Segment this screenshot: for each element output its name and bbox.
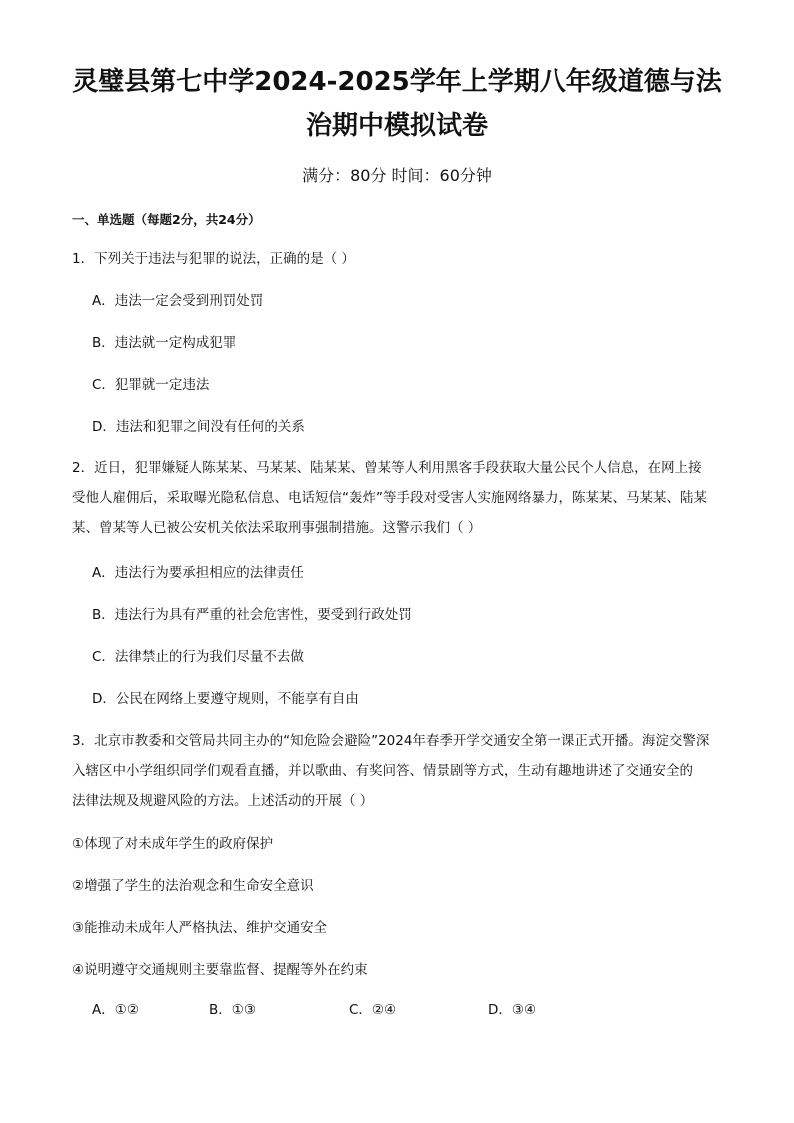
- q1-option-a: A．违法一定会受到刑罚处罚: [92, 293, 264, 309]
- q3-stem-line3: 法律法规及规避风险的方法。上述活动的开展（ ）: [72, 793, 374, 809]
- q2-stem-line3: 某、曾某等人已被公安机关依法采取刑事强制措施。这警示我们（ ）: [72, 520, 482, 536]
- q2-option-a: A．违法行为要承担相应的法律责任: [92, 565, 304, 581]
- q2-option-c: C．法律禁止的行为我们尽量不去做: [92, 649, 304, 665]
- q1-stem: 1．下列关于违法与犯罪的说法，正确的是（ ）: [72, 251, 355, 267]
- q3-option-c: C．②④: [349, 1002, 397, 1018]
- q1-option-c: C．犯罪就一定违法: [92, 377, 210, 393]
- exam-meta: 满分：80分 时间：60分钟: [302, 166, 492, 185]
- q2-stem-line2: 受他人雇佣后，采取曝光隐私信息、电话短信“轰炸”等手段对受害人实施网络暴力，陈某某、马某某、陆某: [72, 490, 707, 506]
- q3-statement-1: ①体现了对未成年学生的政府保护: [72, 836, 274, 852]
- q2-stem-line1: 2．近日，犯罪嫌疑人陈某某、马某某、陆某某、曾某等人利用黑客手段获取大量公民个人信息，在网上接: [72, 460, 702, 476]
- q3-stem-line1: 3．北京市教委和交管局共同主办的“知危险会避险”2024年春季开学交通安全第一课正式开播。海淀交警深: [72, 733, 710, 749]
- q3-stem-line2: 入辖区中小学组织同学们观看直播，并以歌曲、有奖问答、情景剧等方式，生动有趣地讲述了交通安全的: [72, 763, 693, 779]
- q2-option-b: B．违法行为具有严重的社会危害性，要受到行政处罚: [92, 607, 412, 623]
- q2-option-d: D．公民在网络上要遵守规则，不能享有自由: [92, 691, 359, 707]
- q3-options-row: [92, 998, 612, 1018]
- q3-statement-2: ②增强了学生的法治观念和生命安全意识: [72, 878, 314, 894]
- exam-title-line1: 灵璧县第七中学2024-2025学年上学期八年级道德与法: [72, 67, 722, 97]
- q1-option-b: B．违法就一定构成犯罪: [92, 335, 237, 351]
- q3-statement-3: ③能推动未成年人严格执法、维护交通安全: [72, 920, 328, 936]
- q3-option-d: D．③④: [488, 1002, 537, 1018]
- q3-option-b: B．①③: [209, 1002, 256, 1018]
- q3-statement-4: ④说明遵守交通规则主要靠监督、提醒等外在约束: [72, 962, 368, 978]
- q3-option-a: A．①②: [92, 1002, 139, 1018]
- q1-option-d: D．违法和犯罪之间没有任何的关系: [92, 419, 305, 435]
- section-heading: 一、单选题（每题2分，共24分）: [72, 212, 261, 227]
- exam-title-line2: 治期中模拟试卷: [305, 111, 488, 141]
